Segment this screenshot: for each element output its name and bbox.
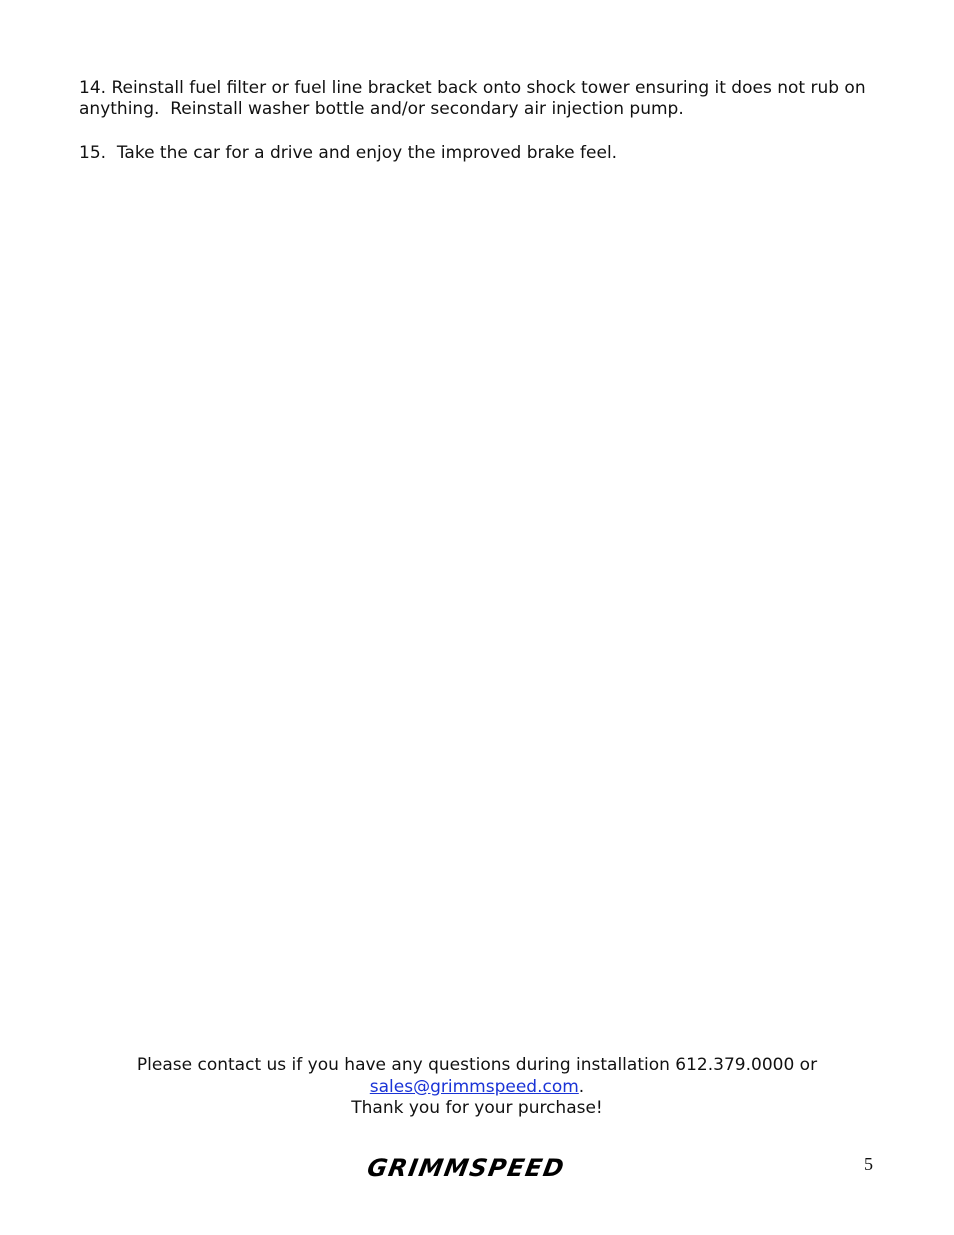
step-14-text: 14. Reinstall fuel filter or fuel line bracket back onto shock tower ensuring it does not rub on anything. Reinstall washer bottle and/or secondary air injection pump. [79,78,871,119]
email-suffix: . [578,1076,585,1097]
grimmspeed-logo-icon [348,1152,584,1182]
svg-text:GRIMMSPEED: GRIMMSPEED [365,1154,568,1182]
contact-line: Please contact us if you have any questions during installation 612.379.0000 or [136,1055,818,1075]
step-15-text: 15. Take the car for a drive and enjoy the improved brake feel. [79,143,618,163]
email-link[interactable]: sales@grimmspeed.com [369,1076,579,1097]
thank-you-text: Thank you for your purchase! [351,1098,603,1118]
page-number: 5 [864,1154,873,1174]
contact-email-line [0,1077,954,1099]
contact-block [0,1055,954,1120]
